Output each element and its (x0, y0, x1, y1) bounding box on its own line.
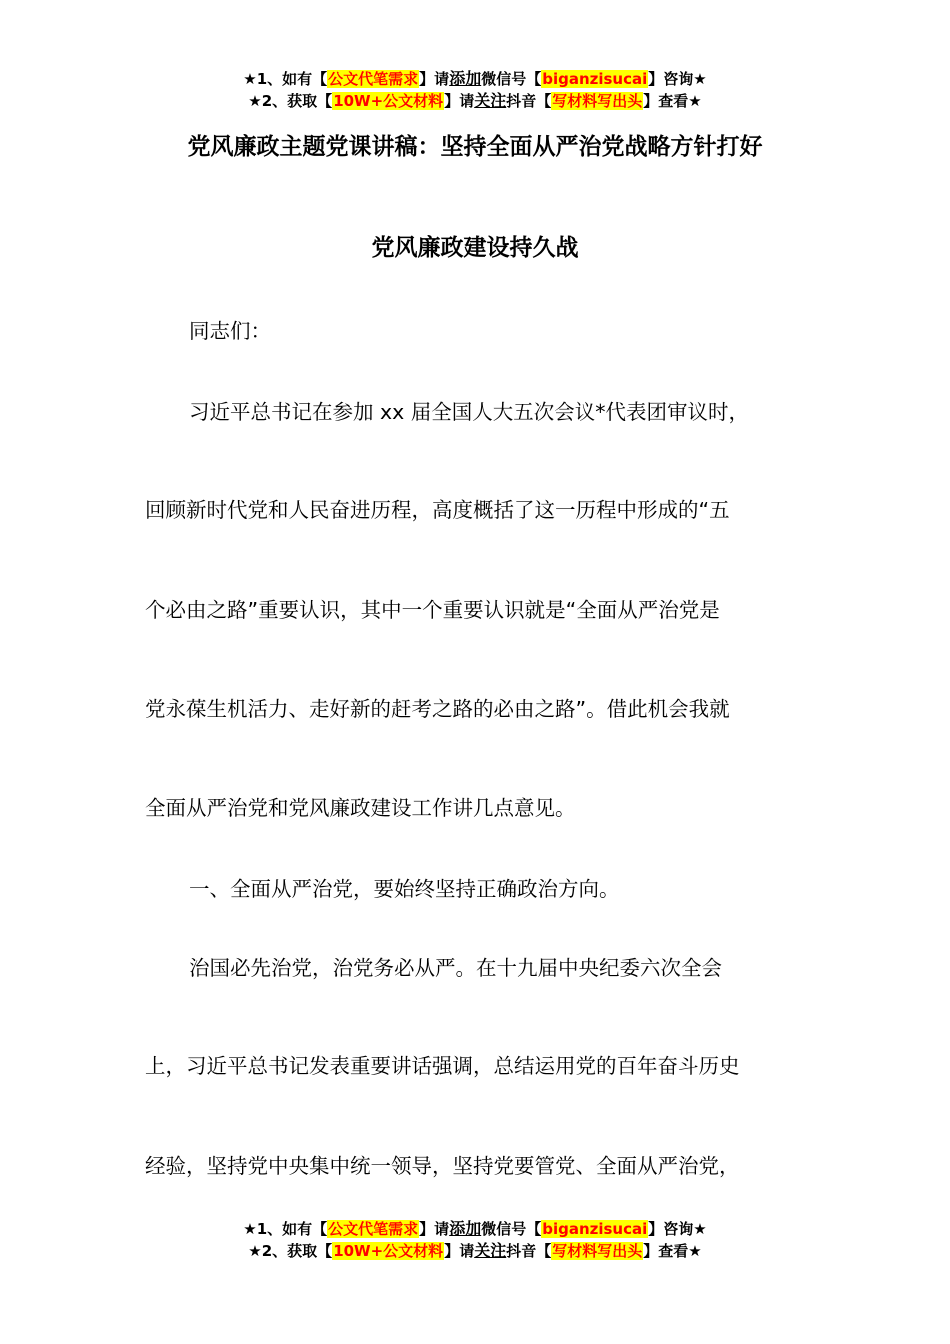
document-title-line-2: 党风廉政建设持久战 (371, 235, 579, 261)
promo-line-1 (0, 68, 950, 90)
promo-text: ★1、如有【 (243, 70, 328, 88)
promo-text: 】请 (419, 70, 450, 88)
body-line: 治国必先治党，治党务必从严。在十九届中央纪委六次全会 (189, 956, 722, 980)
promo-line-1 (0, 1218, 950, 1240)
greeting: 同志们： (189, 319, 271, 343)
document-title-line-1: 党风廉政主题党课讲稿：坚持全面从严治党战略方针打好 (187, 134, 763, 160)
promo-text: 抖音【 (506, 1242, 552, 1260)
promo-text: ★1、如有【 (243, 1220, 328, 1238)
body-line: 经验，坚持党中央集中统一领导，坚持党要管党、全面从严治党， (145, 1154, 740, 1178)
promo-emphasis: 添加 (449, 69, 482, 88)
wechat-id-highlight: biganzisucai (542, 70, 648, 88)
section-heading: 一、全面从严治党，要始终坚持正确政治方向。 (189, 877, 620, 901)
body-line: 上，习近平总书记发表重要讲话强调，总结运用党的百年奋斗历史 (145, 1054, 740, 1078)
promo-emphasis: 添加 (449, 1219, 482, 1238)
promo-text: 】请 (444, 92, 475, 110)
body-line: 回顾新时代党和人民奋进历程，高度概括了这一历程中形成的“五 (145, 498, 730, 522)
promo-text: ★2、获取【 (248, 1242, 333, 1260)
promo-highlight: 公文代笔需求 (328, 70, 419, 88)
promo-text: 微信号【 (481, 1220, 542, 1238)
header-promo (0, 68, 950, 112)
promo-text: 】查看★ (643, 1242, 702, 1260)
promo-highlight: 10W+公文材料 (333, 1242, 444, 1260)
promo-highlight: 10W+公文材料 (333, 92, 444, 110)
footer-promo (0, 1218, 950, 1262)
promo-text: 】咨询★ (648, 1220, 707, 1238)
promo-emphasis: 关注 (474, 91, 507, 110)
promo-emphasis: 关注 (474, 1241, 507, 1260)
wechat-id-highlight: biganzisucai (542, 1220, 648, 1238)
promo-line-2 (0, 1240, 950, 1262)
body-line: 全面从严治党和党风廉政建设工作讲几点意见。 (145, 796, 576, 820)
promo-line-2 (0, 90, 950, 112)
body-line: 个必由之路”重要认识，其中一个重要认识就是“全面从严治党是 (145, 598, 720, 622)
promo-text: 】咨询★ (648, 70, 707, 88)
body-line: 习近平总书记在参加 xx 届全国人大五次会议*代表团审议时， (189, 400, 750, 424)
douyin-id-highlight: 写材料写出头 (552, 92, 643, 110)
promo-highlight: 公文代笔需求 (328, 1220, 419, 1238)
promo-text: 】请 (419, 1220, 450, 1238)
promo-text: 抖音【 (506, 92, 552, 110)
promo-text: 】请 (444, 1242, 475, 1260)
body-line: 党永葆生机活力、走好新的赶考之路的必由之路”。借此机会我就 (145, 697, 730, 721)
promo-text: ★2、获取【 (248, 92, 333, 110)
promo-text: 微信号【 (481, 70, 542, 88)
douyin-id-highlight: 写材料写出头 (552, 1242, 643, 1260)
promo-text: 】查看★ (643, 92, 702, 110)
